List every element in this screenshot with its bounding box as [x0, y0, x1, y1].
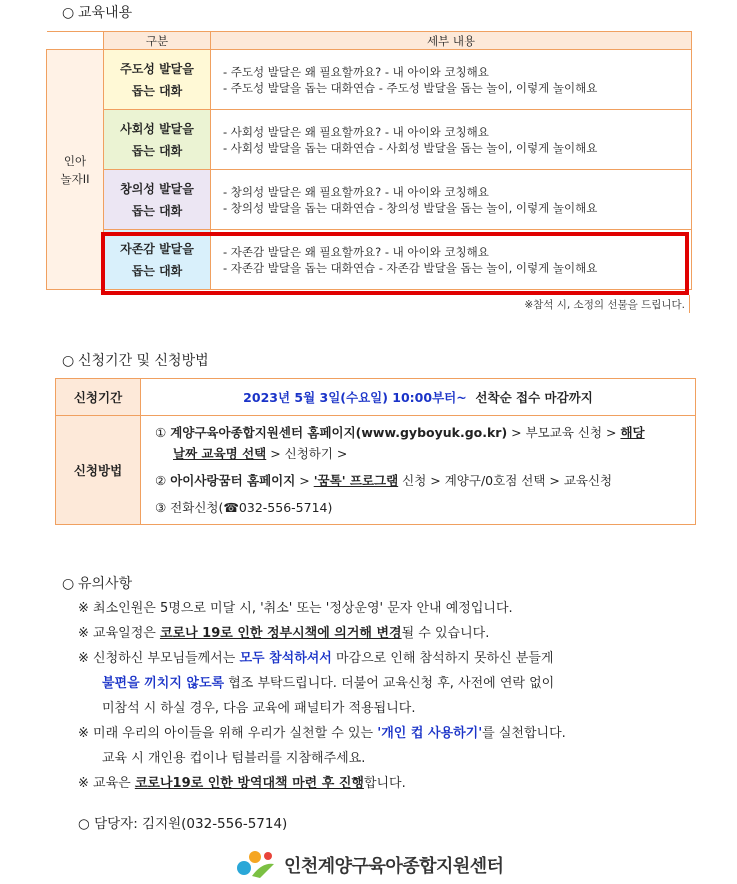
note-item-cont: 교육 시 개인용 컵이나 텀블러를 지참해주세요. — [102, 751, 366, 766]
notes-list — [78, 596, 698, 796]
program-group-cell: 인아 놀자II — [47, 50, 104, 290]
apply-table — [55, 378, 696, 525]
method-line-1: ① 계양구육아종합지원센터 홈페이지(www.gyboyuk.go.kr) > 부모교육 신청 > 해당 — [155, 425, 645, 440]
method-value — [141, 416, 696, 525]
detail-cell: - 창의성 발달은 왜 필요할까요? - 내 아이와 코칭해요 - 창의성 발달을 돕는 대화연습 - 창의성 발달을 돕는 놀이, 이렇게 놀이해요 — [211, 170, 692, 230]
period-label: 신청기간 — [56, 379, 141, 416]
period-value: 2023년 5월 3일(수요일) 10:00부터~ 선착순 접수 마감까지 — [141, 379, 696, 416]
category-cell: 사회성 발달을 돕는 대화 — [104, 110, 211, 170]
category-cell: 자존감 발달을 돕는 대화 — [104, 230, 211, 290]
section-title-apply: ○ 신청기간 및 신청방법 — [62, 353, 209, 369]
section-title-education: ○ 교육내용 — [62, 5, 133, 21]
contact-info: ○ 담당자: 김지원(032-556-5714) — [78, 816, 288, 832]
logo-text: 인천계양구육아종합지원센터 — [284, 856, 504, 877]
gift-note: ※참석 시, 소정의 선물을 드립니다. — [524, 299, 685, 311]
detail-cell: - 주도성 발달은 왜 필요할까요? - 내 아이와 코칭해요 - 주도성 발달을 돕는 대화연습 - 주도성 발달을 돕는 놀이, 이렇게 놀이해요 — [211, 50, 692, 110]
note-item: ※ 최소인원은 5명으로 미달 시, '취소' 또는 '정상운영' 문자 안내 예정입니다. — [78, 601, 513, 616]
note-item: ※ 교육은 코로나19로 인한 방역대책 마련 후 진행합니다. — [78, 776, 406, 791]
header-category: 구분 — [104, 32, 211, 50]
detail-cell: - 사회성 발달은 왜 필요할까요? - 내 아이와 코칭해요 - 사회성 발달을 돕는 대화연습 - 사회성 발달을 돕는 놀이, 이렇게 놀이해요 — [211, 110, 692, 170]
method-line-3: ③ 전화신청(☎032-556-5714) — [155, 500, 333, 515]
detail-cell: - 자존감 발달은 왜 필요할까요? - 내 아이와 코칭해요 - 자존감 발달을 돕는 대화연습 - 자존감 발달을 돕는 놀이, 이렇게 놀이해요 — [211, 230, 692, 290]
note-item: ※ 교육일정은 코로나 19로 인한 정부시책에 의거해 변경될 수 있습니다. — [78, 626, 490, 641]
note-item: ※ 미래 우리의 아이들을 위해 우리가 실천할 수 있는 '개인 컵 사용하기'를 실천합니다. — [78, 726, 566, 741]
center-logo — [234, 847, 504, 883]
note-item-cont: 미참석 시 하실 경우, 다음 교육에 패널티가 적용됩니다. — [102, 701, 416, 716]
category-cell: 주도성 발달을 돕는 대화 — [104, 50, 211, 110]
method-line-2: ② 아이사랑꿈터 홈페이지 > '꿈톡' 프로그램 신청 > 계양구/0호점 선택 > 교육신청 — [155, 473, 613, 488]
section-title-notes: ○ 유의사항 — [62, 576, 133, 592]
center-logo-icon — [234, 848, 278, 882]
highlight-box — [101, 232, 689, 295]
category-cell: 창의성 발달을 돕는 대화 — [104, 170, 211, 230]
note-item-cont: 불편을 끼치지 않도록 협조 부탁드립니다. 더불어 교육신청 후, 사전에 연락 없이 — [102, 676, 555, 691]
method-line-1b: 날짜 교육명 선택 > 신청하기 > — [173, 446, 348, 461]
table-edge-line — [689, 295, 690, 313]
method-label: 신청방법 — [56, 416, 141, 525]
note-item: ※ 신청하신 부모님들께서는 모두 참석하셔서 마감으로 인해 참석하지 못하신 분들게 — [78, 651, 554, 666]
header-detail: 세부 내용 — [211, 32, 692, 50]
